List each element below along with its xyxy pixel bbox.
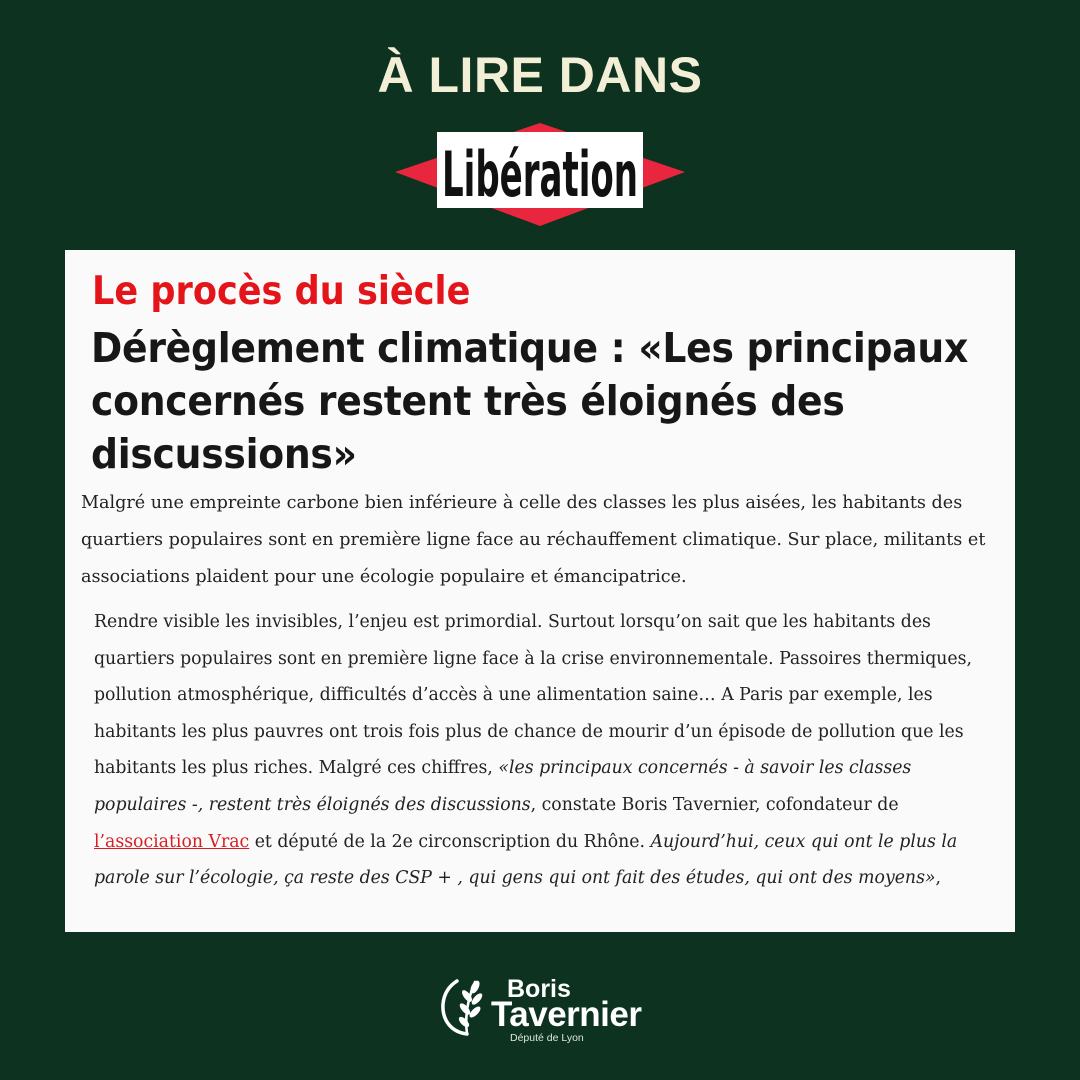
article-card (65, 250, 1015, 932)
body-text-2: , constate Boris Tavernier, cofondateur de (530, 794, 899, 815)
wheat-icon (437, 974, 493, 1040)
footer-last-name: Tavernier (491, 995, 642, 1034)
logo-text: Libération (442, 138, 638, 211)
article-headline: Dérèglement climatique : «Les principaux concernés restent très éloignés des discussions» (91, 324, 969, 478)
association-vrac-link[interactable]: l’association Vrac (94, 831, 250, 852)
body-text-1: Rendre visible les invisibles, l’enjeu est primordial. Surtout lorsqu’on sait que les habitants des quartiers populaires sont en première ligne face à la crise environnementale. Passoires thermiques, pollution atmosphérique, difficultés d’accès à une alimentation saine… A Paris par exemple, les habitants les plus pauvres ont trois fois plus de chance de mourir d’un épisode de pollution que les habitants les plus riches. Malgré ces chiffres, (94, 612, 973, 779)
footer-subtitle: Député de Lyon (510, 1032, 584, 1044)
body-text-4: , (935, 868, 942, 889)
article-chapo: Malgré une empreinte carbone bien inférieure à celle des classes les plus aisées, les habitants des quartiers populaires sont en première ligne face au réchauffement climatique. Sur place, militants et associations plaident pour une écologie populaire et émancipatrice. (81, 493, 986, 587)
liberation-logo-svg (395, 122, 685, 228)
footer-first-name: Boris (507, 975, 571, 1003)
body-quote-1: «les principaux concernés - à savoir les classes populaires -, restent très éloignés des discussions (94, 758, 912, 815)
body-text-3: et député de la 2e circonscription du Rhône. (249, 831, 651, 852)
article-body (94, 604, 1004, 897)
article-kicker: Le procès du siècle (92, 269, 471, 314)
boris-tavernier-logo (437, 972, 647, 1044)
body-quote-2: Aujourd’hui, ceux qui ont le plus la parole sur l’écologie, ça reste des CSP + , qui gens qui ont fait des études, qui ont des moyens» (94, 831, 958, 889)
liberation-logo (395, 122, 685, 228)
header-title: À LIRE DANS (377, 47, 703, 103)
